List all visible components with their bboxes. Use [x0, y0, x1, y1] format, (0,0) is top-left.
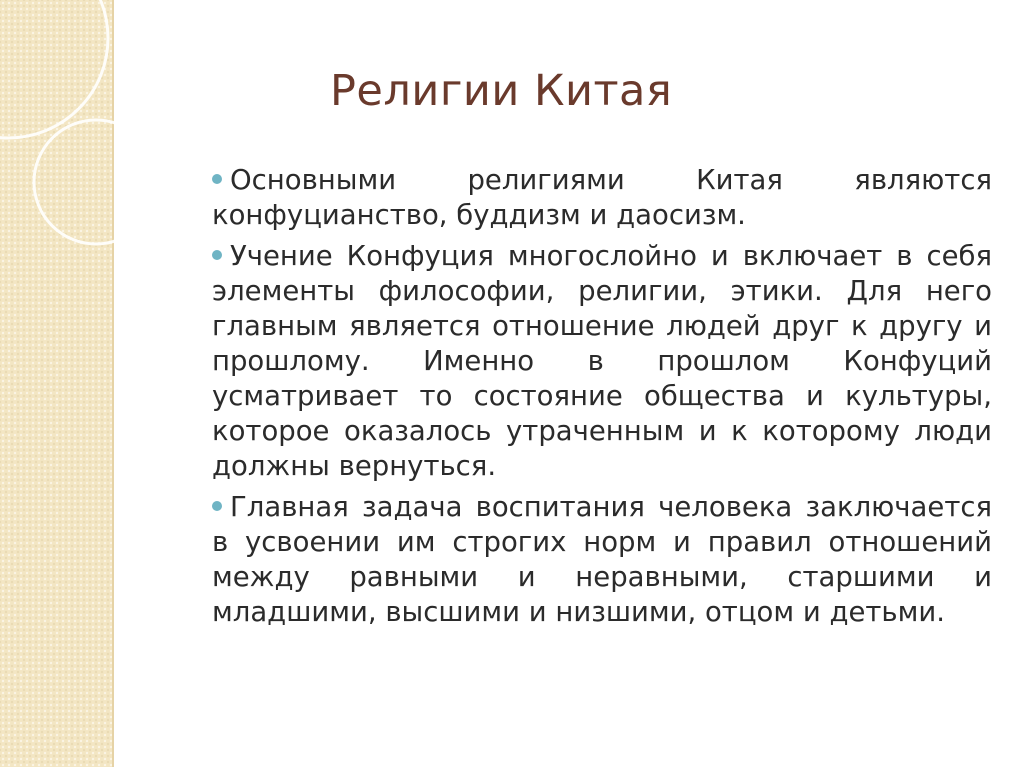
decorative-circle-lower — [34, 120, 158, 244]
bullet-text: Учение Конфуция многослойно и включает в себя элементы философии, религии, этики. Для него главным является отношение людей друг к другу и прошлому. Именно в прошлом Конфуций усматривает то состояние общества и культуры, которое оказалось утраченным и к которому люди должны вернуться. — [212, 240, 992, 482]
slide-title: Религии Китая — [330, 66, 673, 116]
bullet-text: Основными религиями Китая являются конфуцианство, буддизм и даосизм. — [212, 164, 992, 231]
bullet-item — [212, 239, 992, 484]
bullet-item — [212, 163, 992, 233]
bullet-dot-icon — [212, 250, 222, 260]
decorative-circle-upper — [0, 0, 108, 138]
bullet-dot-icon — [212, 501, 222, 511]
bullet-item — [212, 490, 992, 630]
bullet-dot-icon — [212, 174, 222, 184]
bullet-text: Главная задача воспитания человека заключается в усвоении им строгих норм и правил отношений между равными и неравными, старшими и младшими, высшими и низшими, отцом и детьми. — [212, 491, 992, 628]
decorative-circles — [0, 0, 160, 320]
bullet-list — [212, 163, 992, 636]
